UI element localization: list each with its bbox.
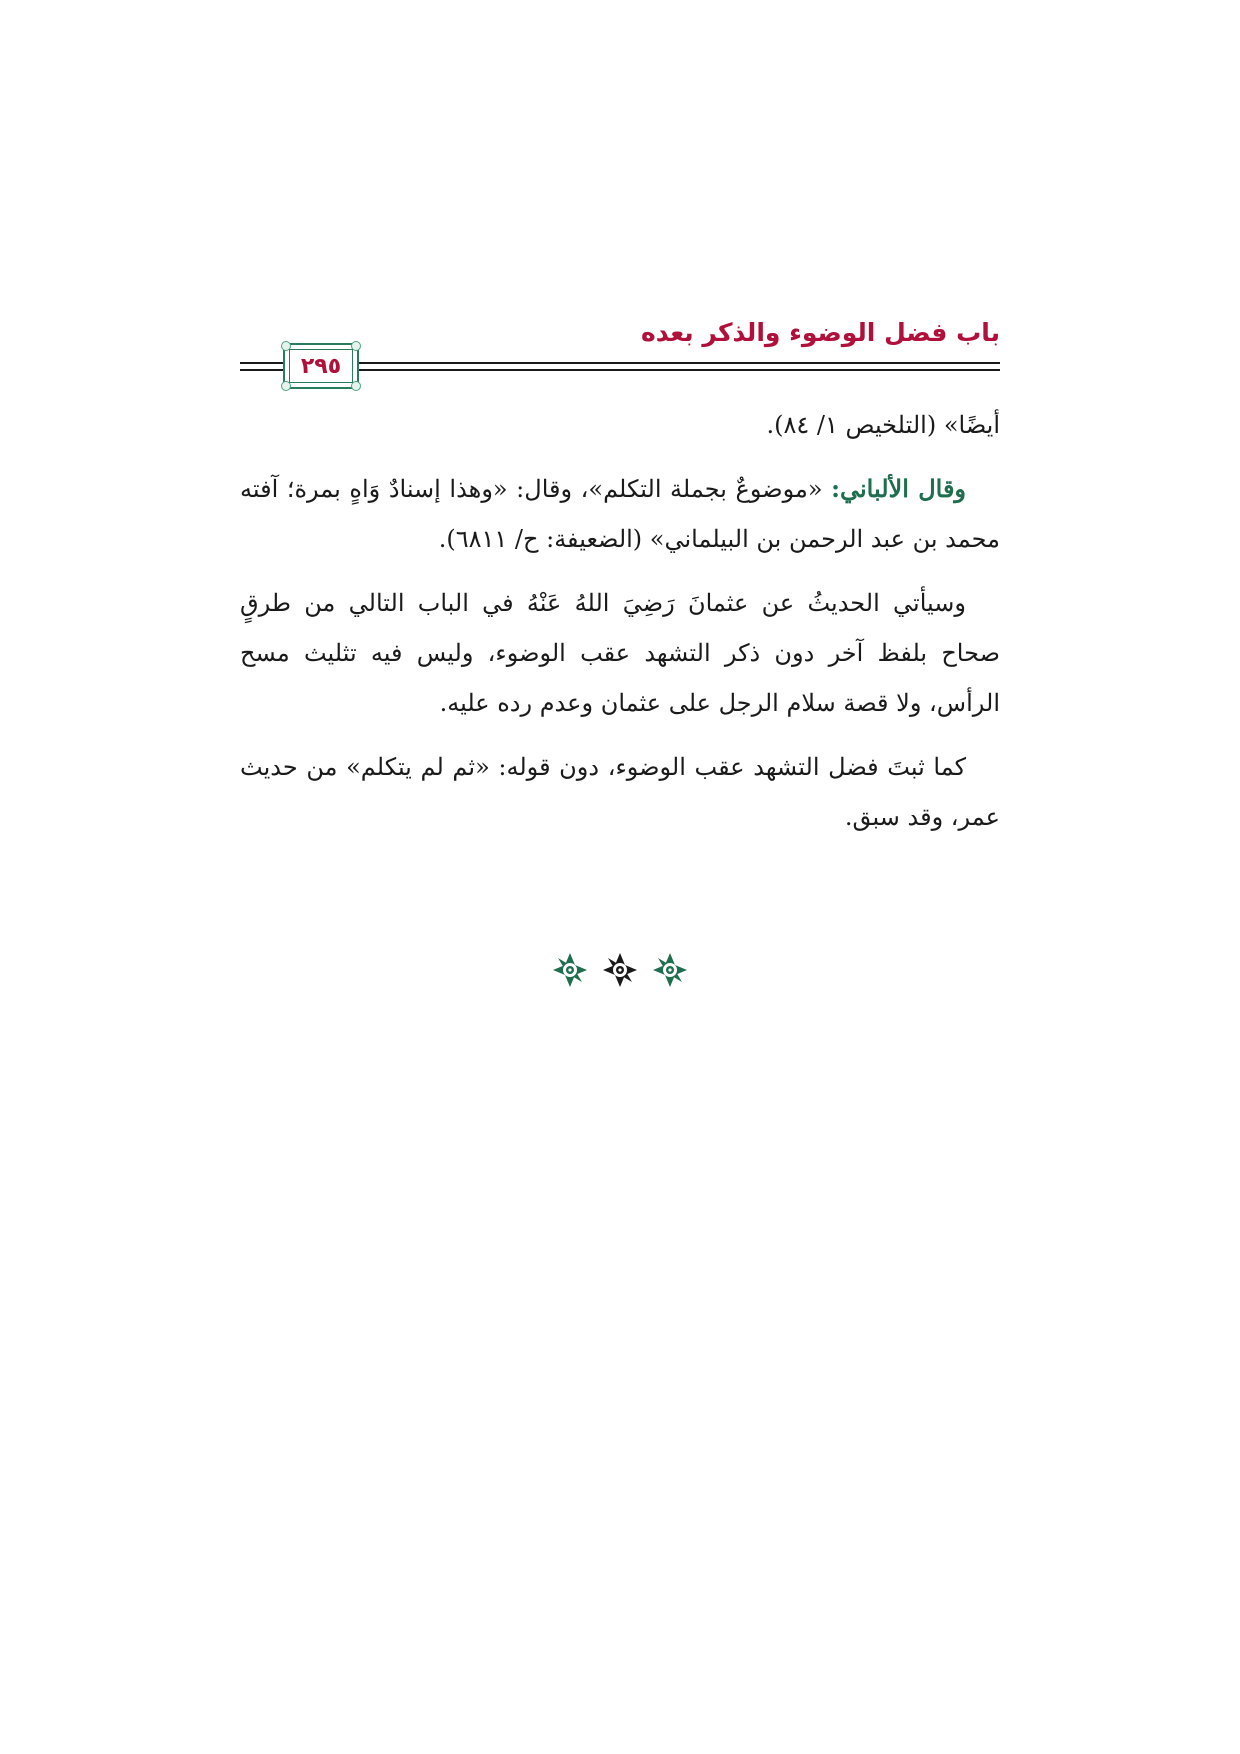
- page-number-frame: [283, 343, 359, 389]
- star-flower-icon: [652, 952, 688, 988]
- paragraph-uthman: وسيأتي الحديثُ عن عثمانَ رَضِيَ اللهُ عَنْهُ في الباب التالي من طرقٍ صحاح بلفظ آخر دون ذكر التشهد عقب الوضوء، وليس فيه تثليث مسح الرأس، ولا قصة سلام الرجل على عثمان وعدم رده عليه.: [240, 589, 1000, 717]
- paragraph-text: «موضوعٌ بجملة التكلم»، وقال: «وهذا إسنادٌ وَاهٍ بمرة؛ آفته محمد بن عبد الرحمن بن البيلماني» (الضعيفة: ح/ ٦٨١١).: [240, 475, 1000, 553]
- star-flower-icon: [552, 952, 588, 988]
- page-number: ٢٩٥: [300, 353, 342, 379]
- paragraph-continuation: أيضًا» (التلخيص ١/ ٨٤).: [766, 411, 1000, 439]
- paragraph-albani: [240, 464, 1000, 564]
- chapter-title: باب فضل الوضوء والذكر بعده: [641, 318, 1000, 347]
- main-text: [240, 400, 1000, 856]
- star-flower-icon: [602, 952, 638, 988]
- speaker-label: وقال الألباني:: [831, 474, 967, 503]
- paragraph-umar: كما ثبتَ فضل التشهد عقب الوضوء، دون قوله: «ثم لم يتكلم» من حديث عمر، وقد سبق.: [240, 753, 1000, 831]
- section-ornament: [0, 952, 1240, 988]
